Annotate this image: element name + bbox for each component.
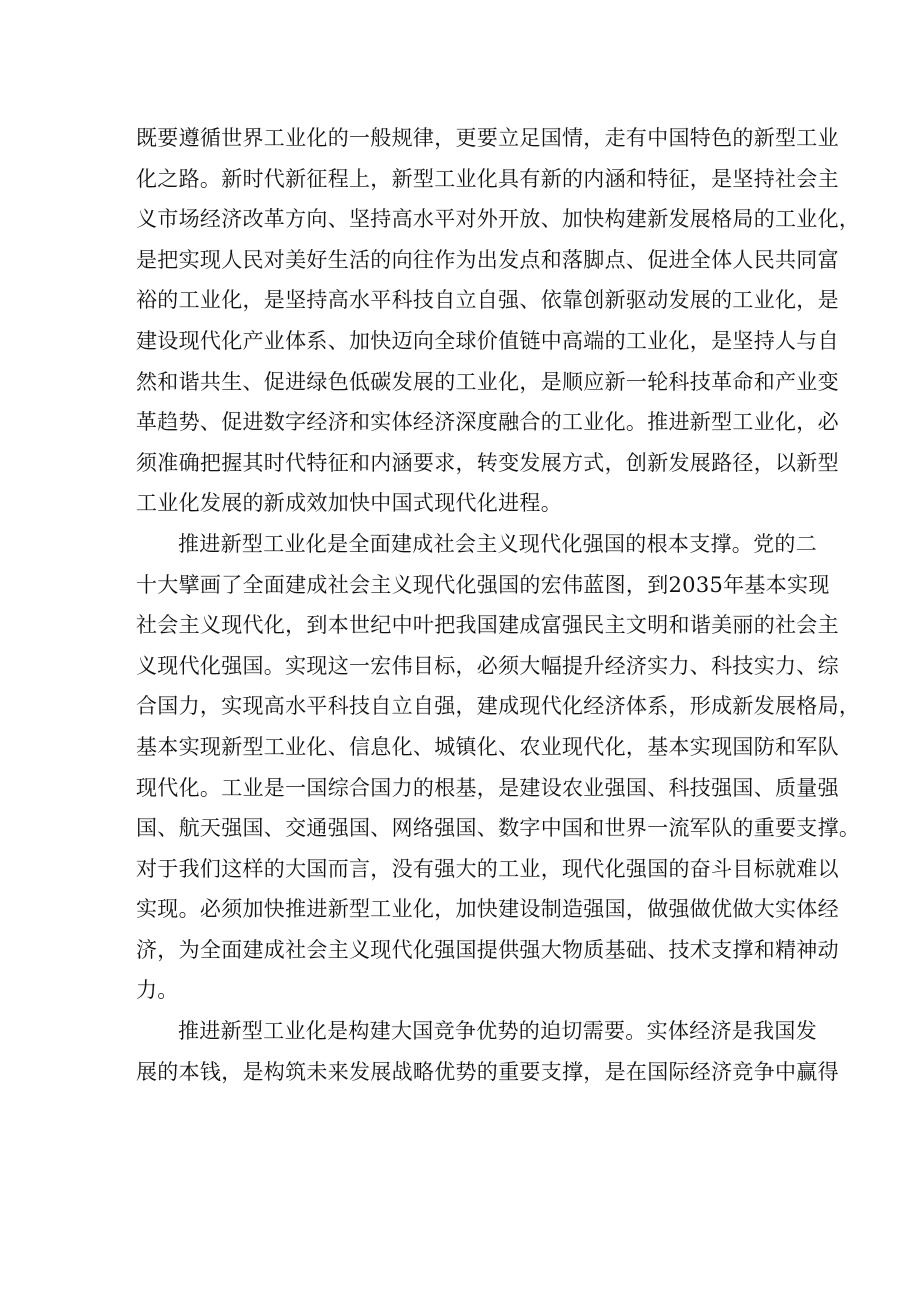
paragraph-line: 现代化。工业是一国综合国力的根基，是建设农业强国、科技强国、质量强 <box>136 775 839 800</box>
document-body <box>136 118 861 1092</box>
paragraph-line: 国、航天强国、交通强国、网络强国、数字中国和世界一流军队的重要支撑。 <box>136 816 861 841</box>
paragraph-line: 既要遵循世界工业化的一般规律，更要立足国情，走有中国特色的新型工业 <box>136 126 839 150</box>
paragraph-line: 是把实现人民对美好生活的向往作为出发点和落脚点、促进全体人民共同富 <box>136 247 839 272</box>
paragraph-line: 义现代化强国。实现这一宏伟目标，必须大幅提升经济实力、科技实力、综 <box>136 653 839 678</box>
paragraph-line: 社会主义现代化，到本世纪中叶把我国建成富强民主文明和谐美丽的社会主 <box>136 613 839 638</box>
paragraph-line: 十大擘画了全面建成社会主义现代化强国的宏伟蓝图，到2035年基本实现 <box>136 572 830 597</box>
paragraph-line: 革趋势、促进数字经济和实体经济深度融合的工业化。推进新型工业化，必 <box>136 410 839 435</box>
paragraph-line: 实现。必须加快推进新型工业化，加快建设制造强国，做强做优做大实体经 <box>136 897 839 922</box>
paragraph-line: 建设现代化产业体系、加快迈向全球价值链中高端的工业化，是坚持人与自 <box>136 328 839 353</box>
paragraph-line: 工业化发展的新成效加快中国式现代化进程。 <box>136 491 562 516</box>
paragraph-line: 济，为全面建成社会主义现代化强国提供强大物质基础、技术支撑和精神动 <box>136 937 839 962</box>
paragraph <box>136 1011 839 1092</box>
paragraph-line: 对于我们这样的大国而言，没有强大的工业，现代化强国的奋斗目标就难以 <box>136 856 839 881</box>
paragraph-line: 然和谐共生、促进绿色低碳发展的工业化，是顺应新一轮科技革命和产业变 <box>136 369 839 394</box>
paragraph-line: 裕的工业化，是坚持高水平科技自立自强、依靠创新驱动发展的工业化，是 <box>136 288 839 313</box>
paragraph-line: 基本实现新型工业化、信息化、城镇化、农业现代化，基本实现国防和军队 <box>136 734 839 759</box>
paragraph-line: 须准确把握其时代特征和内涵要求，转变发展方式，创新发展路径，以新型 <box>136 450 839 475</box>
paragraph <box>136 118 861 524</box>
paragraph-line: 化之路。新时代新征程上，新型工业化具有新的内涵和特征，是坚持社会主 <box>136 166 839 191</box>
paragraph-line: 推进新型工业化是全面建成社会主义现代化强国的根本支撑。党的二 <box>178 531 817 556</box>
paragraph-line: 义市场经济改革方向、坚持高水平对外开放、加快构建新发展格局的工业化， <box>136 207 861 232</box>
paragraph-line: 推进新型工业化是构建大国竞争优势的迫切需要。实体经济是我国发 <box>178 1019 817 1044</box>
paragraph <box>136 524 861 1011</box>
paragraph-line: 力。 <box>136 978 179 1003</box>
paragraph-line: 合国力，实现高水平科技自立自强，建成现代化经济体系，形成新发展格局， <box>136 694 861 719</box>
paragraph-line: 展的本钱，是构筑未来发展战略优势的重要支撑，是在国际经济竞争中赢得 <box>136 1059 839 1084</box>
